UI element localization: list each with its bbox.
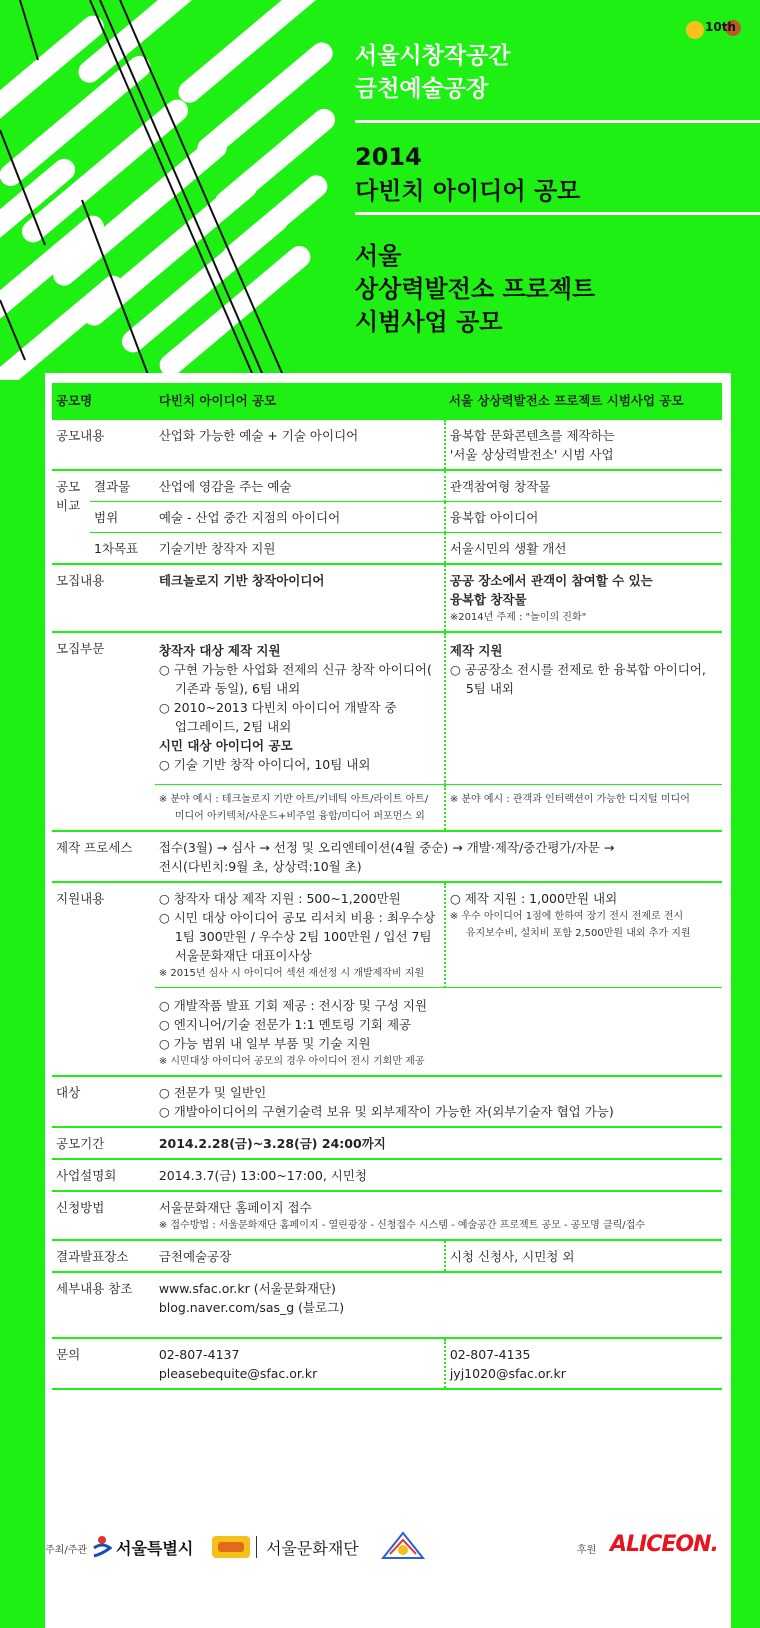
sub-label: 범위	[90, 502, 155, 533]
row-cell	[445, 1338, 722, 1389]
row-cell	[445, 564, 722, 632]
blog-link[interactable]: blog.naver.com/sas_g (블로그)	[158, 1300, 345, 1315]
row-label: 모집내용	[52, 564, 155, 632]
cell-line: 융복합 문화콘텐츠를 제작하는	[449, 428, 615, 443]
row-label: 사업설명회	[52, 1159, 155, 1191]
cell-line: ○ 기술 기반 창작 아이디어, 10팀 내외	[158, 757, 371, 772]
row-cell	[155, 632, 445, 785]
row-cell: 관객참여형 창작물	[445, 470, 722, 502]
header-label: 공모명	[52, 383, 155, 419]
website-link[interactable]: www.sfac.or.kr (서울문화재단)	[158, 1281, 336, 1296]
table-row	[52, 470, 722, 502]
cell-line: ○ 엔지니어/기술 전문가 1:1 멘토링 기회 제공	[158, 1017, 412, 1032]
imagination-title	[355, 240, 595, 339]
cell-line: 서울문화재단 홈페이지 접수	[158, 1200, 312, 1215]
imagination-title-line-2: 상상력발전소 프로젝트	[355, 275, 596, 303]
table-row	[52, 831, 722, 882]
contact-phone: 02-807-4137	[158, 1347, 240, 1362]
table-row	[52, 1272, 722, 1338]
sub-label: 결과물	[90, 470, 155, 502]
table-row	[52, 1338, 722, 1389]
cell-line: 제작 지원	[449, 643, 503, 658]
cell-line: ○ 공공장소 전시를 전제로 한 융복합 아이디어,	[449, 662, 706, 677]
row-label: 결과발표장소	[52, 1240, 155, 1272]
organizer-name	[355, 40, 511, 106]
header-davinci: 다빈치 아이디어 공모	[155, 383, 445, 419]
cell-line: ○ 2010~2013 다빈치 아이디어 개발작 중	[158, 700, 397, 715]
row-label: 제작 프로세스	[52, 831, 155, 882]
sponsor-label: 후원	[577, 1545, 597, 1556]
row-cell	[155, 882, 445, 988]
arts-space-logo-icon	[210, 1532, 252, 1562]
cell-note: ※ 2015년 심사 시 아이디어 섹션 재선정 시 개발제작비 지원	[158, 968, 425, 979]
row-cell: 시청 신청사, 시민청 외	[445, 1240, 722, 1272]
footer-divider	[256, 1536, 257, 1558]
davinci-title-name: 다빈치 아이디어 공모	[355, 177, 581, 205]
table-header-row	[52, 383, 722, 419]
cell-note: ※2014년 주제 : "놀이의 진화"	[449, 612, 587, 623]
cell-line: 기존과 동일), 6팀 내외	[174, 681, 301, 696]
row-cell: 2014.2.28(금)~3.28(금) 24:00까지	[155, 1127, 722, 1159]
cell-line: ○ 제작 지원 : 1,000만원 내외	[449, 891, 618, 906]
cell-note: 유지보수비, 설치비 포함 2,500만원 내외 추가 지원	[465, 928, 691, 939]
row-cell: 금천예술공장	[155, 1240, 445, 1272]
row-cell: 산업에 영감을 주는 예술	[155, 470, 445, 502]
table-row	[52, 1191, 722, 1240]
table-row	[52, 632, 722, 785]
contact-email[interactable]: pleasebequite@sfac.or.kr	[158, 1366, 318, 1381]
row-cell	[155, 988, 722, 1077]
diagonal-stripes-decoration	[0, 0, 340, 380]
row-cell	[155, 1191, 722, 1240]
header-divider-1	[355, 120, 760, 123]
table-row	[52, 1240, 722, 1272]
row-cell: 예술 - 산업 중간 지점의 아이디어	[155, 502, 445, 533]
header-divider-2	[355, 212, 760, 215]
cell-line: ○ 시민 대상 아이디어 공모 리서치 비용 : 최우수상	[158, 910, 436, 925]
row-cell	[445, 882, 722, 988]
row-cell: 2014.3.7(금) 13:00~17:00, 시민청	[155, 1159, 722, 1191]
cell-line: 1팀 300만원 / 우수상 2팀 100만원 / 입선 7팀	[174, 929, 432, 944]
row-label: 지원내용	[52, 882, 155, 1076]
seoul-logo-text: 서울특별시	[116, 1539, 194, 1558]
table-row	[52, 1076, 722, 1127]
table-row	[52, 533, 722, 565]
row-label: 신청방법	[52, 1191, 155, 1240]
row-cell	[155, 1272, 722, 1338]
davinci-title	[355, 140, 580, 208]
cell-line: 전시(다빈치:9월 초, 상상력:10월 초)	[158, 859, 362, 874]
table-row	[52, 1127, 722, 1159]
anniversary-logo	[683, 14, 745, 46]
sub-label: 1차목표	[90, 533, 155, 565]
row-label: 문의	[52, 1338, 155, 1389]
sfac-logo-text: 서울문화재단	[266, 1539, 359, 1558]
host-label: 주최/주관	[45, 1545, 88, 1556]
row-cell: 테크놀로지 기반 창작아이디어	[155, 564, 445, 632]
cell-line: ○ 개발작품 발표 기회 제공 : 전시장 및 구성 지원	[158, 998, 428, 1013]
cell-line: 접수(3월) → 심사 → 선정 및 오리엔테이션(4월 중순) → 개발·제작/중간평가/자문 →	[158, 840, 615, 855]
cell-line: 비교	[56, 498, 81, 513]
header-imagination: 서울 상상력발전소 프로젝트 시범사업 공모	[445, 383, 722, 419]
cell-line: '서울 상상력발전소' 시범 사업	[449, 447, 614, 462]
cell-note: ※ 시민대상 아이디어 공모의 경우 아이디어 전시 기회만 제공	[158, 1056, 425, 1067]
row-cell	[445, 632, 722, 785]
row-cell: 산업화 가능한 예술 + 기술 아이디어	[155, 419, 445, 470]
contact-phone: 02-807-4135	[449, 1347, 531, 1362]
row-label: 대상	[52, 1076, 155, 1127]
row-cell: 기술기반 창작자 지원	[155, 533, 445, 565]
cell-line: 업그레이드, 2팀 내외	[174, 719, 292, 734]
cell-note: 미디어 아키텍처/사운드+비주얼 융합/미디어 퍼포먼스 외	[174, 811, 425, 822]
cell-line: ○ 개발아이디어의 구현기술력 보유 및 외부제작이 가능한 자(외부기술자 협업 가능)	[158, 1104, 614, 1119]
row-label: 공모기간	[52, 1127, 155, 1159]
row-label: 모집부문	[52, 632, 155, 831]
cell-line: 5팀 내외	[465, 681, 514, 696]
row-label: 세부내용 참조	[52, 1272, 155, 1338]
row-cell: 서울시민의 생활 개선	[445, 533, 722, 565]
info-table	[52, 383, 722, 1390]
table-row	[52, 419, 722, 470]
cell-line: 창작자 대상 제작 지원	[158, 643, 281, 658]
row-cell	[445, 419, 722, 470]
cell-line: 융복합 창작물	[449, 592, 527, 607]
footer	[0, 1528, 760, 1568]
cell-line: ○ 가능 범위 내 일부 부품 및 기술 지원	[158, 1036, 371, 1051]
seoul-logo-icon	[92, 1534, 112, 1558]
cell-line: 서울문화재단 대표이사상	[174, 948, 312, 963]
imagination-title-line-1: 서울	[355, 242, 402, 270]
table-row	[52, 502, 722, 533]
anniversary-logo-text: 10th	[705, 20, 736, 34]
table-row	[52, 564, 722, 632]
cell-note: ※ 접수방법 : 서울문화재단 홈페이지 - 열린광장 - 신청접수 시스템 - 예술공간 프로젝트 공모 - 공모명 클릭/접수	[158, 1220, 645, 1231]
cell-line: 공모	[56, 479, 81, 494]
row-label: 공모내용	[52, 419, 155, 470]
cell-line: ○ 전문가 및 일반인	[158, 1085, 267, 1100]
cell-note: ※ 분야 예시 : 테크놀로지 기반 아트/키네틱 아트/라이트 아트/	[158, 794, 429, 805]
aliceon-logo: ALICEON.	[610, 1532, 718, 1557]
imagination-title-line-3: 시범사업 공모	[355, 308, 503, 336]
cell-line: ○ 구현 가능한 사업화 전제의 신규 창작 아이디어(	[158, 662, 432, 677]
row-cell	[155, 1338, 445, 1389]
cell-note: ※ 분야 예시 : 관객과 인터랙션이 가능한 디지털 미디어	[449, 794, 690, 805]
davinci-title-year: 2014	[355, 143, 422, 171]
table-row	[52, 882, 722, 988]
row-cell: 융복합 아이디어	[445, 502, 722, 533]
cell-line: 시민 대상 아이디어 공모	[158, 738, 293, 753]
row-cell	[155, 831, 722, 882]
cell-line: 공공 장소에서 관객이 참여할 수 있는	[449, 573, 653, 588]
row-cell	[445, 785, 722, 832]
row-cell	[155, 785, 445, 832]
cell-note: ※ 우수 아이디어 1점에 한하여 장기 전시 전제로 전시	[449, 911, 684, 922]
cell-line: ○ 창작자 대상 제작 지원 : 500~1,200만원	[158, 891, 401, 906]
row-cell	[155, 1076, 722, 1127]
organizer-line-1: 서울시창작공간	[355, 43, 511, 69]
geumcheon-logo-icon	[378, 1528, 428, 1566]
row-label	[52, 470, 90, 564]
organizer-line-2: 금천예술공장	[355, 76, 489, 102]
contact-email[interactable]: jyj1020@sfac.or.kr	[449, 1366, 566, 1381]
table-row	[52, 1159, 722, 1191]
